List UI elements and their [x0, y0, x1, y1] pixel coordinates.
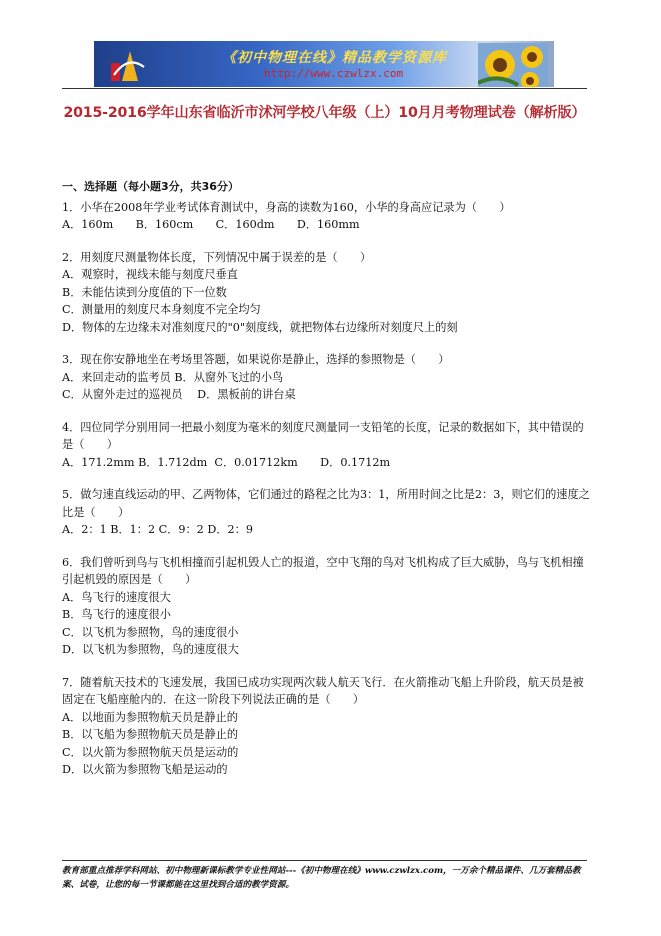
option-b: B．以飞船为参照物航天员是静止的	[62, 728, 239, 741]
option-row-ab: A．来回走动的监考员 B．从窗外飞过的小鸟	[62, 370, 284, 384]
question-stem: 6．我们曾听到鸟与飞机相撞而引起机毁人亡的报道，空中飞翔的鸟对飞机构成了巨大威胁，鸟与飞机相撞引起机毁的原因是（ ）	[62, 555, 584, 586]
option-c: C．以火箭为参照物航天员是运动的	[62, 745, 239, 759]
option-a: A．观察时，视线未能与刻度尺垂直	[62, 268, 238, 281]
option-d: D．以飞机为参照物，鸟的速度很大	[62, 643, 239, 656]
question-stem: 5．做匀速直线运动的甲、乙两物体，它们通过的路程之比为3：1，所用时间之比是2：3，则它们的速度之比是（ ）	[62, 488, 590, 519]
question-6	[62, 554, 592, 659]
option-row-cd: C．从窗外走过的巡视员 D．黑板前的讲台桌	[62, 388, 296, 401]
sunflower-icon	[478, 43, 548, 87]
question-2	[62, 249, 592, 337]
question-3	[62, 351, 592, 404]
site-logo-icon	[108, 45, 146, 83]
option-a: A．鸟飞行的速度很大	[62, 590, 171, 604]
question-stem: 1．小华在2008年学业考试体育测试中，身高的读数为160，小华的身高应记录为（ ）	[62, 200, 511, 214]
question-options: A．171.2mm B．1.712dm C．0.01712km D．0.1712m	[62, 455, 391, 469]
option-d: D．物体的左边缘未对准刻度尺的"0"刻度线，就把物体右边缘所对刻度尺上的刻	[62, 320, 458, 334]
document-title: 2015-2016学年山东省临沂市沭河学校八年级（上）10月月考物理试卷（解析版）	[63, 105, 586, 121]
question-options: A．2：1 B．1：2 C．9：2 D．2：9	[62, 523, 253, 536]
page-footer: 教育部重点推荐学科网站、初中物理新课标教学专业性网站---《初中物理在线》www.czwlzx.com，一万余个精品课件、几万套精品教案、试卷，让您的每一节课都能在这里找到合适的教学资源。	[62, 866, 581, 890]
option-b: B．未能估读到分度值的下一位数	[62, 285, 227, 299]
question-stem: 7．随着航天技术的飞速发展，我国已成功实现两次载人航天飞行．在火箭推动飞船上升阶段，航天员是被固定在飞船座舱内的．在这一阶段下列说法正确的是（ ）	[62, 675, 584, 706]
footer-divider	[62, 860, 587, 861]
option-c: C．以飞机为参照物，鸟的速度很小	[62, 625, 239, 639]
header-banner	[94, 41, 554, 87]
option-d: D．以火箭为参照物飞船是运动的	[62, 763, 228, 776]
question-1	[62, 199, 592, 234]
banner-url[interactable]: http://www.czwlzx.com	[264, 67, 404, 80]
header-divider	[62, 88, 587, 89]
question-stem: 4．四位同学分别用同一把最小刻度为毫米的刻度尺测量同一支铅笔的长度，记录的数据如下，其中错误的是（ ）	[62, 420, 584, 451]
question-5	[62, 486, 592, 539]
question-7	[62, 674, 592, 779]
section-heading: 一、选择题（每小题3分，共36分）	[62, 180, 239, 193]
option-b: B．鸟飞行的速度很小	[62, 608, 171, 621]
exam-body	[62, 178, 592, 779]
question-options: A．160m B．160cm C．160dm D．160mm	[62, 218, 360, 231]
option-a: A．以地面为参照物航天员是静止的	[62, 710, 238, 724]
question-stem: 3．现在你安静地坐在考场里答题，如果说你是静止，选择的参照物是（ ）	[62, 353, 450, 366]
question-4	[62, 419, 592, 472]
banner-title: 《初中物理在线》精品教学资源库	[222, 50, 447, 66]
option-c: C．测量用的刻度尺本身刻度不完全均匀	[62, 303, 261, 316]
question-stem: 2．用刻度尺测量物体长度，下列情况中属于误差的是（ ）	[62, 250, 372, 264]
